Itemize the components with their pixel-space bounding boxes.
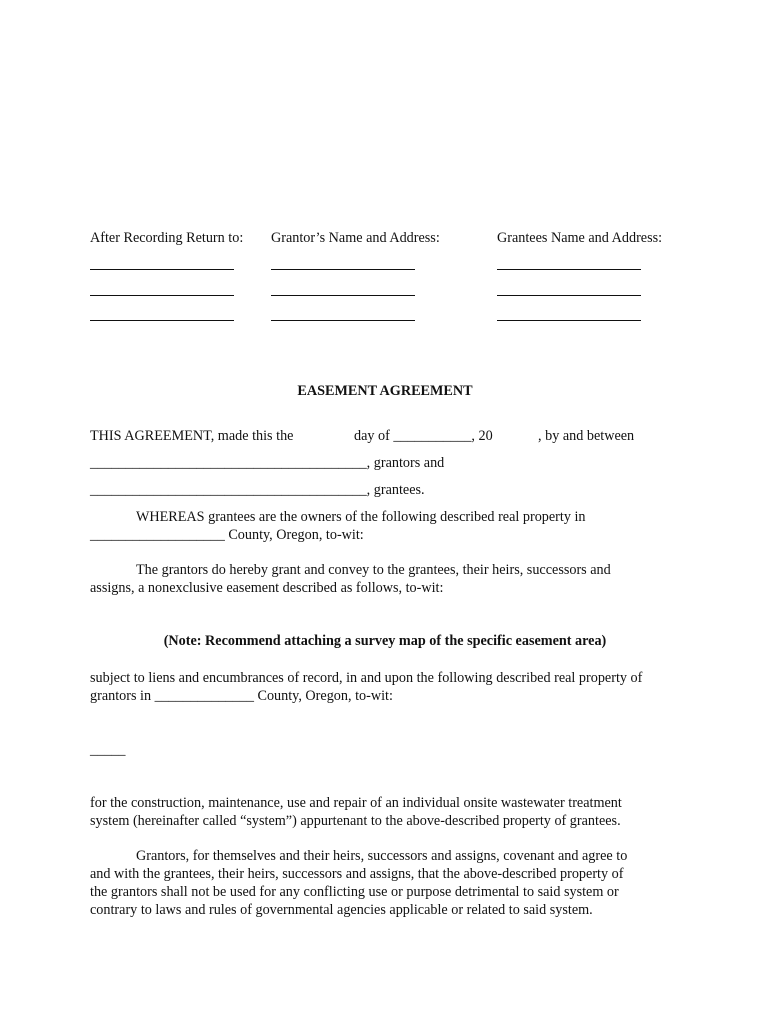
return-to-blank-2[interactable] [90, 295, 234, 296]
subject-line-2: grantors in ______________ County, Oregon, to-wit: [90, 688, 393, 704]
agreement-between-text: , by and between [538, 428, 635, 444]
purpose-line-2: system (hereinafter called “system”) appurtenant to the above-described property of grantees. [90, 813, 621, 829]
subject-line-1: subject to liens and encumbrances of record, in and upon the following described real property of [90, 670, 643, 686]
covenant-line-2: and with the grantees, their heirs, successors and assigns, that the above-described property of [90, 866, 624, 882]
return-to-label: After Recording Return to: [90, 230, 244, 246]
grantor-blank-3[interactable] [271, 320, 415, 321]
grantor-blank-1[interactable] [271, 269, 415, 270]
purpose-line-1: for the construction, maintenance, use and repair of an individual onsite wastewater treatment [90, 795, 622, 811]
grantee-blank-1[interactable] [497, 269, 641, 270]
grantee-name-label: Grantees Name and Address: [497, 230, 663, 246]
grantee-blank-2[interactable] [497, 295, 641, 296]
legal-description-blank: _____ [90, 742, 126, 758]
grantor-blank-2[interactable] [271, 295, 415, 296]
grantor-name-label: Grantor’s Name and Address: [271, 230, 440, 246]
whereas-line-1: WHEREAS grantees are the owners of the following described real property in [136, 509, 586, 525]
document-title: EASEMENT AGREEMENT [297, 383, 473, 399]
return-to-blank-1[interactable] [90, 269, 234, 270]
grantee-blank-3[interactable] [497, 320, 641, 321]
agreement-made-text: THIS AGREEMENT, made this the [90, 428, 294, 444]
return-to-blank-3[interactable] [90, 320, 234, 321]
covenant-line-3: the grantors shall not be used for any conflicting use or purpose detrimental to said system or [90, 884, 619, 900]
grantees-line: _______________________________________, grantees. [90, 482, 425, 498]
covenant-line-4: contrary to laws and rules of governmental agencies applicable or related to said system. [90, 902, 593, 918]
covenant-line-1: Grantors, for themselves and their heirs, successors and assigns, covenant and agree to [136, 848, 628, 864]
grant-line-2: assigns, a nonexclusive easement described as follows, to-wit: [90, 580, 444, 596]
survey-note: (Note: Recommend attaching a survey map of the specific easement area) [163, 633, 607, 649]
grantors-line: _______________________________________, grantors and [90, 455, 445, 471]
agreement-date-text: day of ___________, 20 [354, 428, 493, 444]
whereas-line-2: ___________________ County, Oregon, to-wit: [90, 527, 364, 543]
grant-line-1: The grantors do hereby grant and convey to the grantees, their heirs, successors and [136, 562, 611, 578]
